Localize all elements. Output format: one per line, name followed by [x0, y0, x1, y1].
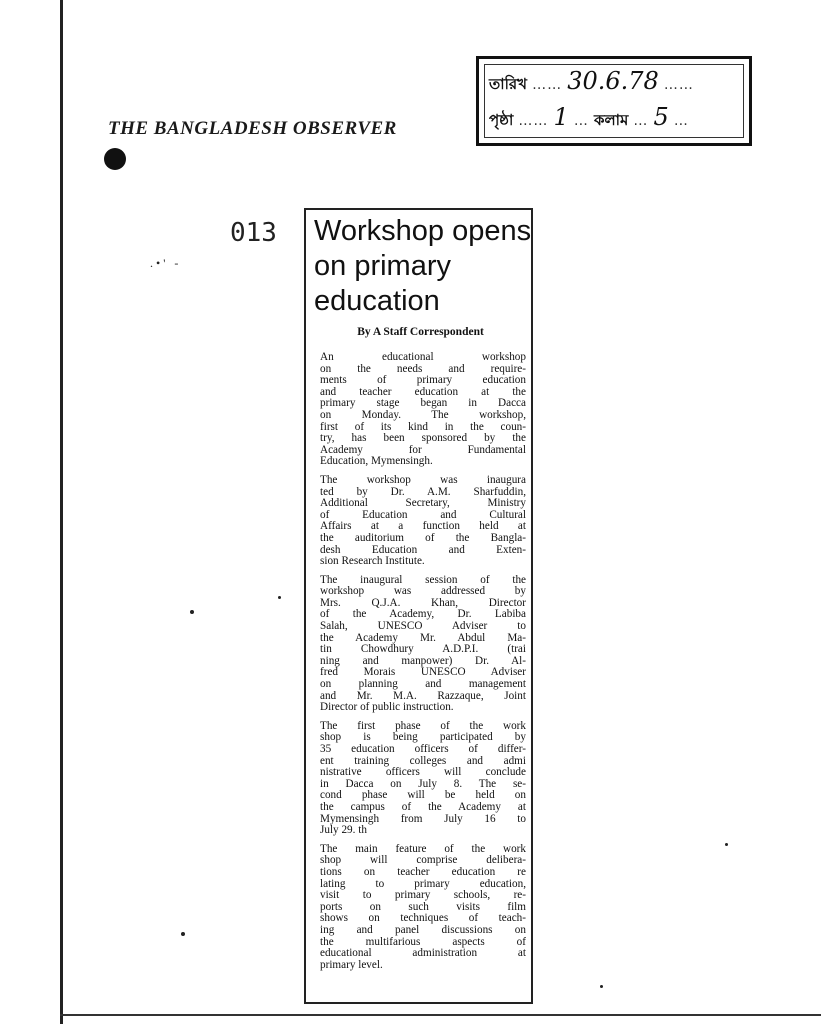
article-paragraph	[320, 352, 526, 468]
article-line: and teacher education at the	[320, 385, 526, 398]
article-line: the multifarious aspects of	[320, 935, 526, 948]
article-line: primary stage began in Dacca	[320, 397, 526, 410]
bottom-rule	[60, 1014, 821, 1016]
article-line: sion Research Institute.	[320, 555, 425, 568]
article-line: in Dacca on July 8. The se-	[320, 777, 526, 790]
article-line: 35 education officers of differ-	[320, 743, 526, 755]
article-line: shop is being participated by	[320, 731, 526, 744]
article-paragraph	[320, 475, 526, 568]
article-line: An educational workshop	[320, 351, 526, 363]
article-line: Mrs. Q.J.A. Khan, Director	[320, 596, 526, 609]
article-line: ports on such visits film	[320, 900, 526, 913]
article-line: Academy for Fundamental	[320, 443, 526, 456]
stamp-dots: ……	[518, 113, 549, 129]
article-line: The first phase of the work	[320, 719, 526, 732]
article-line: ning and manpower) Dr. Al-	[320, 654, 526, 667]
article-line: ing and panel discussions on	[320, 923, 526, 936]
news-clipping	[304, 208, 533, 1004]
stamp-column-label: কলাম	[593, 111, 629, 129]
article-line: on planning and management	[320, 678, 526, 691]
stamp-dots: ……	[663, 77, 694, 93]
archive-stamp	[476, 56, 752, 146]
article-line: educational administration at	[320, 947, 526, 960]
article-line: cond phase will be held on	[320, 789, 526, 802]
stamp-column-value: 5	[653, 103, 669, 131]
scan-speck	[725, 843, 728, 846]
article-line: nistrative officers will conclude	[320, 766, 526, 779]
stamp-page-value: 1	[553, 103, 569, 131]
article-line: The workshop was inaugura	[320, 473, 526, 486]
newspaper-masthead: THE BANGLADESH OBSERVER	[108, 118, 397, 139]
article-line: The inaugural session of the	[320, 573, 526, 586]
stamp-page-row	[489, 103, 689, 134]
article-line: Director of public instruction.	[320, 701, 454, 714]
article-line: Affairs at a function held at	[320, 520, 526, 533]
scan-speck	[190, 610, 194, 614]
article-line: try, has been sponsored by the	[320, 432, 526, 445]
article-line: tions on teacher education re	[320, 865, 526, 878]
stamp-dots: …	[633, 113, 649, 129]
stamp-dots: …	[673, 113, 689, 129]
stamp-page-label: পৃষ্ঠা	[489, 111, 514, 129]
article-line: of Education and Cultural	[320, 508, 526, 521]
article-body	[320, 352, 526, 978]
stamp-date-row	[489, 67, 694, 98]
article-line: tin Chowdhury A.D.P.I. (trai	[320, 643, 526, 656]
article-line: and Mr. M.A. Razzaque, Joint	[320, 689, 526, 702]
stamp-dots: ……	[532, 77, 563, 93]
page-number: 013	[230, 218, 277, 248]
article-line: on Monday. The workshop,	[320, 408, 526, 421]
article-line: ted by Dr. A.M. Sharfuddin,	[320, 485, 526, 498]
headline-line: Workshop opens	[314, 215, 532, 247]
article-line: Additional Secretary, Ministry	[320, 497, 526, 510]
article-line: ments of primary education	[320, 374, 526, 387]
article-line: The main feature of the work	[320, 842, 526, 855]
article-line: of the Academy, Dr. Labiba	[320, 608, 526, 621]
article-line: first of its kind in the coun-	[320, 420, 526, 433]
article-paragraph	[320, 575, 526, 714]
article-line: Education, Mymensingh.	[320, 455, 433, 468]
article-line: the auditorium of the Bangla-	[320, 531, 526, 544]
article-paragraph	[320, 844, 526, 972]
article-headline	[314, 214, 532, 319]
margin-rule	[60, 0, 63, 1024]
article-line: visit to primary schools, re-	[320, 889, 526, 902]
article-paragraph	[320, 721, 526, 837]
headline-line: on primary	[314, 250, 451, 282]
scan-speck	[600, 985, 603, 988]
article-line: Salah, UNESCO Adviser to	[320, 620, 526, 633]
article-line: desh Education and Exten-	[320, 543, 526, 556]
article-line: workshop was addressed by	[320, 585, 526, 598]
bullet-dot	[104, 148, 126, 170]
article-line: ent training colleges and admi	[320, 754, 526, 767]
headline-line: education	[314, 285, 440, 317]
scan-speck	[278, 596, 281, 599]
article-line: shows on techniques of teach-	[320, 912, 526, 925]
article-line: the campus of the Academy at	[320, 800, 526, 813]
stamp-date-value: 30.6.78	[567, 67, 659, 95]
article-line: fred Morais UNESCO Adviser	[320, 666, 526, 679]
scan-speck	[181, 932, 185, 936]
article-byline: By A Staff Correspondent	[357, 326, 484, 338]
article-line: shop will comprise delibera-	[320, 854, 526, 867]
article-line: July 29. th	[320, 824, 367, 837]
stamp-dots: …	[573, 113, 589, 129]
stamp-date-label: তারিখ	[489, 75, 527, 93]
article-line: on the needs and require-	[320, 362, 526, 375]
article-line: Mymensingh from July 16 to	[320, 812, 526, 825]
article-line: the Academy Mr. Abdul Ma-	[320, 631, 526, 644]
scan-mark: .•' -	[150, 256, 182, 270]
article-line: primary level.	[320, 958, 383, 971]
article-line: lating to primary education,	[320, 877, 526, 890]
